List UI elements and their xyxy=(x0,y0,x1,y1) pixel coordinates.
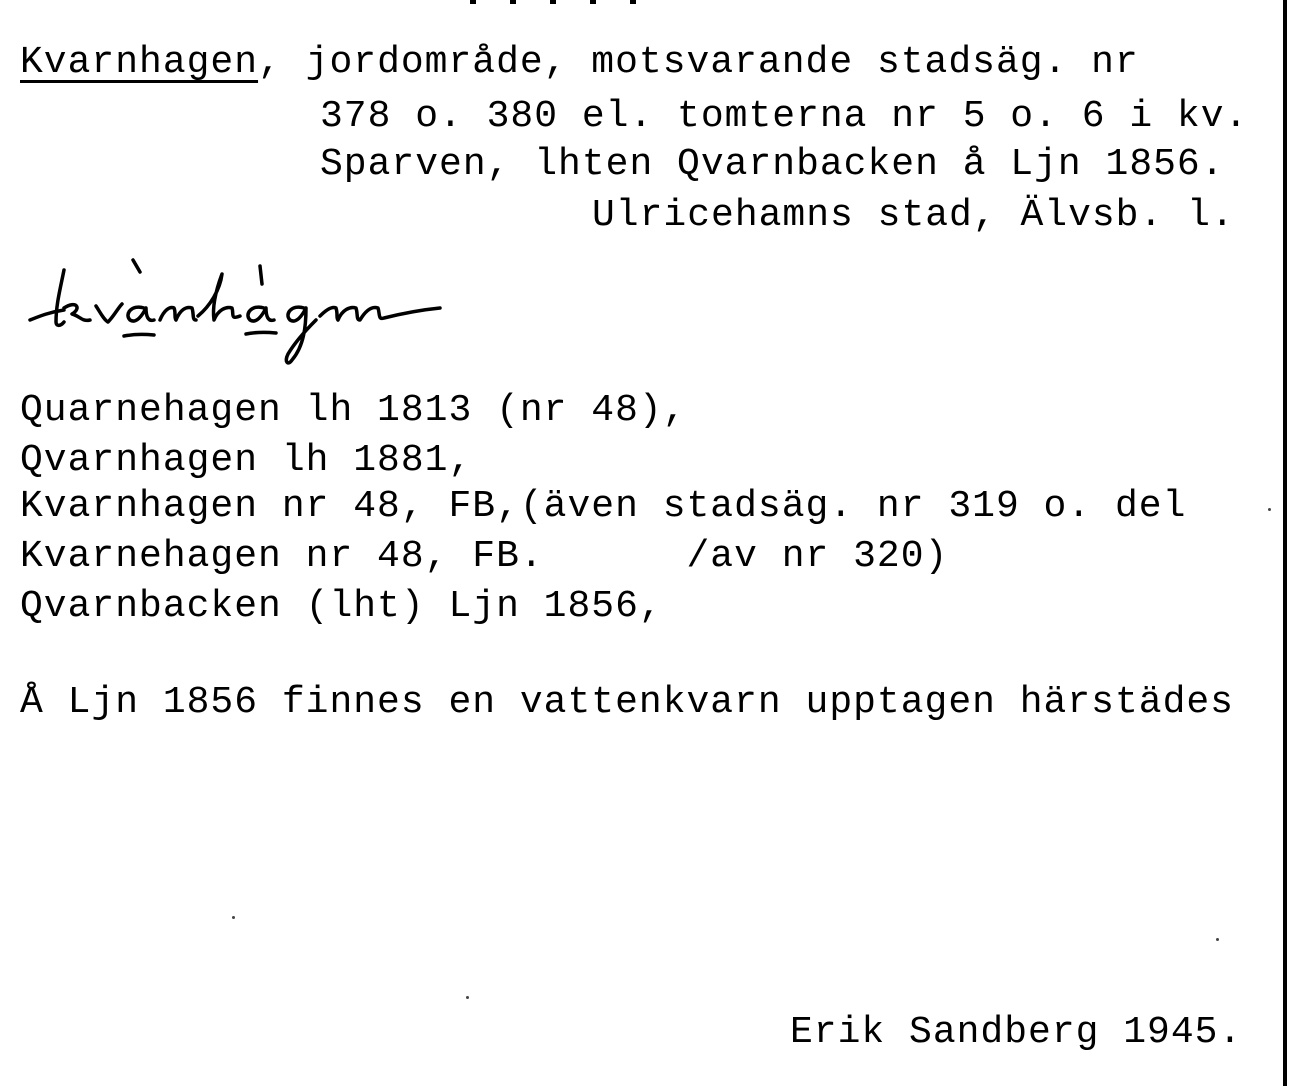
form-line-2: Qvarnhagen lh 1881, xyxy=(20,439,473,482)
card-right-border xyxy=(1283,0,1287,1086)
form-line-5: Qvarnbacken (lht) Ljn 1856, xyxy=(20,585,663,628)
top-edge-marks xyxy=(470,0,670,4)
entry-line-3: Sparven, lhten Qvarnbacken å Ljn 1856. xyxy=(320,143,1225,186)
entry-definition-start: , jordområde, motsvarande stadsäg. nr xyxy=(258,41,1139,84)
form-line-3: Kvarnhagen nr 48, FB,(även stadsäg. nr 319 o. del xyxy=(20,485,1187,528)
scan-speck xyxy=(1268,508,1271,511)
entry-line-2: 378 o. 380 el. tomterna nr 5 o. 6 i kv. xyxy=(320,95,1249,138)
form-line-4: Kvarnehagen nr 48, FB. /av nr 320) xyxy=(20,535,949,578)
form-line-1: Quarnehagen lh 1813 (nr 48), xyxy=(20,389,687,432)
entry-line-4: Ulricehamns stad, Älvsb. l. xyxy=(592,194,1235,237)
entry-line-1 xyxy=(20,41,1139,84)
signature: Erik Sandberg 1945. xyxy=(790,1011,1243,1054)
scan-speck xyxy=(1216,938,1219,941)
handwritten-pronunciation xyxy=(20,250,660,380)
scan-speck xyxy=(466,996,469,999)
note-line: Å Ljn 1856 finnes en vattenkvarn upptagen härstädes xyxy=(20,681,1234,724)
scan-speck xyxy=(232,916,235,919)
headword: Kvarnhagen xyxy=(20,41,259,84)
